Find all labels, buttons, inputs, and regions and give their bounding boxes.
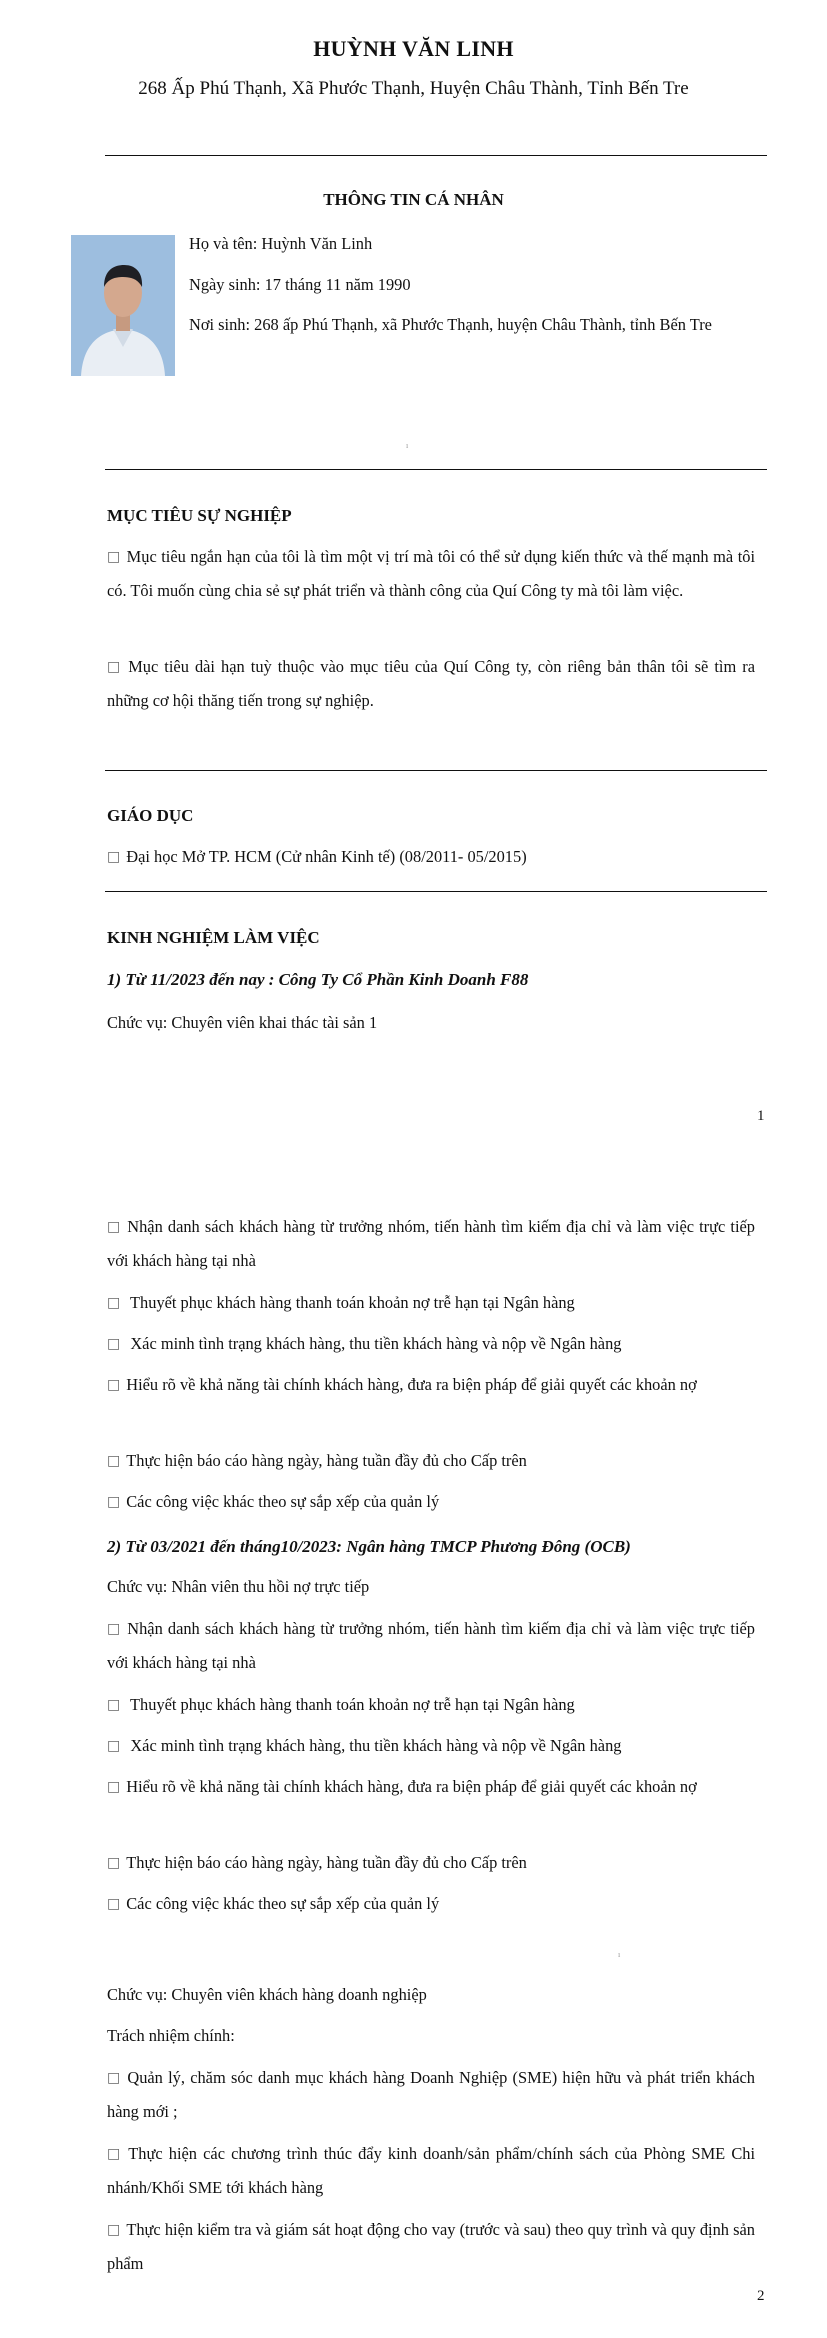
duty-item [107,1770,755,1804]
duty-text: Nhận danh sách khách hàng từ trưởng nhóm, tiến hành tìm kiếm địa chỉ và làm việc trực tiếp với khách hàng tại nhà [107,1619,756,1672]
full-name: Họ và tên: Huỳnh Văn Linh [189,234,373,253]
birth-place: Nơi sinh: 268 ấp Phú Thạnh, xã Phước Thạnh, huyện Châu Thành, tỉnh Bến Tre [189,315,712,334]
duty-item [107,1327,755,1361]
bullet-icon: □ [107,2070,122,2086]
duty-item [107,1729,755,1763]
duty-item [107,1444,755,1478]
duty-item [107,1612,755,1680]
duty-text: Các công việc khác theo sự sắp xếp của quản lý [126,1894,440,1913]
duty-text: Quản lý, chăm sóc danh mục khách hàng Doanh Nghiệp (SME) hiện hữu và phát triển khách hàng mới ; [107,2068,755,2121]
bullet-icon: □ [107,659,123,675]
duty-text: Xác minh tình trạng khách hàng, thu tiền khách hàng và nộp về Ngân hàng [126,1334,622,1353]
job-position: Chức vụ: Chuyên viên khai thác tài sản 1 [107,1013,378,1032]
divider [105,891,767,892]
divider [105,155,767,156]
duty-text: Hiểu rõ về khả năng tài chính khách hàng, đưa ra biện pháp để giải quyết các khoản nợ [126,1777,697,1796]
artifact-mark: ı [406,441,409,450]
duty-item [107,2061,755,2129]
duty-text: Xác minh tình trạng khách hàng, thu tiền khách hàng và nộp về Ngân hàng [126,1736,622,1755]
duty-item [107,1368,755,1402]
bullet-icon: □ [107,549,121,565]
candidate-name: HUỲNH VĂN LINH [313,36,514,61]
duty-item [107,2213,755,2281]
bullet-icon: □ [107,1738,121,1754]
bullet-icon: □ [107,1779,121,1795]
bullet-icon: □ [107,1494,121,1510]
bullet-icon: □ [107,1896,121,1912]
duty-text: Nhận danh sách khách hàng từ trưởng nhóm, tiến hành tìm kiếm địa chỉ và làm việc trực tiếp với khách hàng tại nhà [107,1217,756,1270]
candidate-address: 268 Ấp Phú Thạnh, Xã Phước Thạnh, Huyện Châu Thành, Tỉnh Bến Tre [138,78,689,99]
divider [105,469,767,470]
duty-item [107,1887,755,1921]
bullet-icon: □ [107,2222,121,2238]
personal-info-title: THÔNG TIN CÁ NHÂN [323,190,504,209]
job-position: Chức vụ: Nhân viên thu hồi nợ trực tiếp [107,1577,370,1596]
duty-item [107,1846,755,1880]
job-heading: 1) Từ 11/2023 đến nay : Công Ty Cổ Phần Kinh Doanh F88 [107,970,529,989]
duty-text: Thực hiện các chương trình thúc đẩy kinh doanh/sản phẩm/chính sách của Phòng SME Chi nhánh/Khối SME tới khách hàng [107,2144,755,2197]
divider [105,770,767,771]
education-text: Đại học Mở TP. HCM (Cử nhân Kinh tế) (08/2011- 05/2015) [126,847,527,866]
bullet-icon: □ [107,2146,123,2162]
job-position: Chức vụ: Chuyên viên khách hàng doanh nghiệp [107,1985,427,2004]
job-heading: 2) Từ 03/2021 đến tháng10/2023: Ngân hàng TMCP Phương Đông (OCB) [107,1537,631,1556]
bullet-icon: □ [107,1219,122,1235]
person-portrait-icon [71,235,175,376]
objective-item [107,650,755,718]
bullet-icon: □ [107,1377,121,1393]
duty-text: Các công việc khác theo sự sắp xếp của quản lý [126,1492,440,1511]
artifact-mark: ı [618,1950,621,1959]
duty-text: Thực hiện kiểm tra và giám sát hoạt động cho vay (trước và sau) theo quy trình và quy định sản phẩm [107,2220,756,2273]
education-title: GIÁO DỤC [107,806,194,825]
duty-item [107,1688,755,1722]
bullet-icon: □ [107,1697,121,1713]
duty-item [107,1286,755,1320]
bullet-icon: □ [107,1336,121,1352]
objective-text: Mục tiêu ngắn hạn của tôi là tìm một vị trí mà tôi có thể sử dụng kiến thức và thế mạnh mà tôi có. Tôi muốn cùng chia sẻ sự phát triển và thành công của Quí Công ty mà tôi làm việc. [107,547,755,600]
page-number: 1 [757,1108,765,1124]
duty-text: Thuyết phục khách hàng thanh toán khoản nợ trễ hạn tại Ngân hàng [126,1293,575,1312]
duty-item [107,1210,755,1278]
objective-item [107,540,755,608]
duty-text: Thuyết phục khách hàng thanh toán khoản nợ trễ hạn tại Ngân hàng [126,1695,575,1714]
duty-text: Thực hiện báo cáo hàng ngày, hàng tuần đầy đủ cho Cấp trên [126,1451,527,1470]
bullet-icon: □ [107,849,121,865]
duty-item [107,1485,755,1519]
bullet-icon: □ [107,1855,121,1871]
duty-text: Hiểu rõ về khả năng tài chính khách hàng, đưa ra biện pháp để giải quyết các khoản nợ [126,1375,697,1394]
duty-item [107,2137,755,2205]
bullet-icon: □ [107,1621,122,1637]
duty-text: Thực hiện báo cáo hàng ngày, hàng tuần đầy đủ cho Cấp trên [126,1853,527,1872]
experience-title: KINH NGHIỆM LÀM VIỆC [107,928,320,947]
objective-title: MỤC TIÊU SỰ NGHIỆP [107,506,292,525]
page-number: 2 [757,2288,765,2304]
birth-date: Ngày sinh: 17 tháng 11 năm 1990 [189,275,411,294]
profile-photo [71,235,175,376]
responsibility-label: Trách nhiệm chính: [107,2026,235,2045]
education-item [107,840,755,874]
bullet-icon: □ [107,1295,121,1311]
bullet-icon: □ [107,1453,121,1469]
objective-text: Mục tiêu dài hạn tuỳ thuộc vào mục tiêu của Quí Công ty, còn riêng bản thân tôi sẽ tìm ra những cơ hội thăng tiến trong sự nghiệp. [107,657,755,710]
